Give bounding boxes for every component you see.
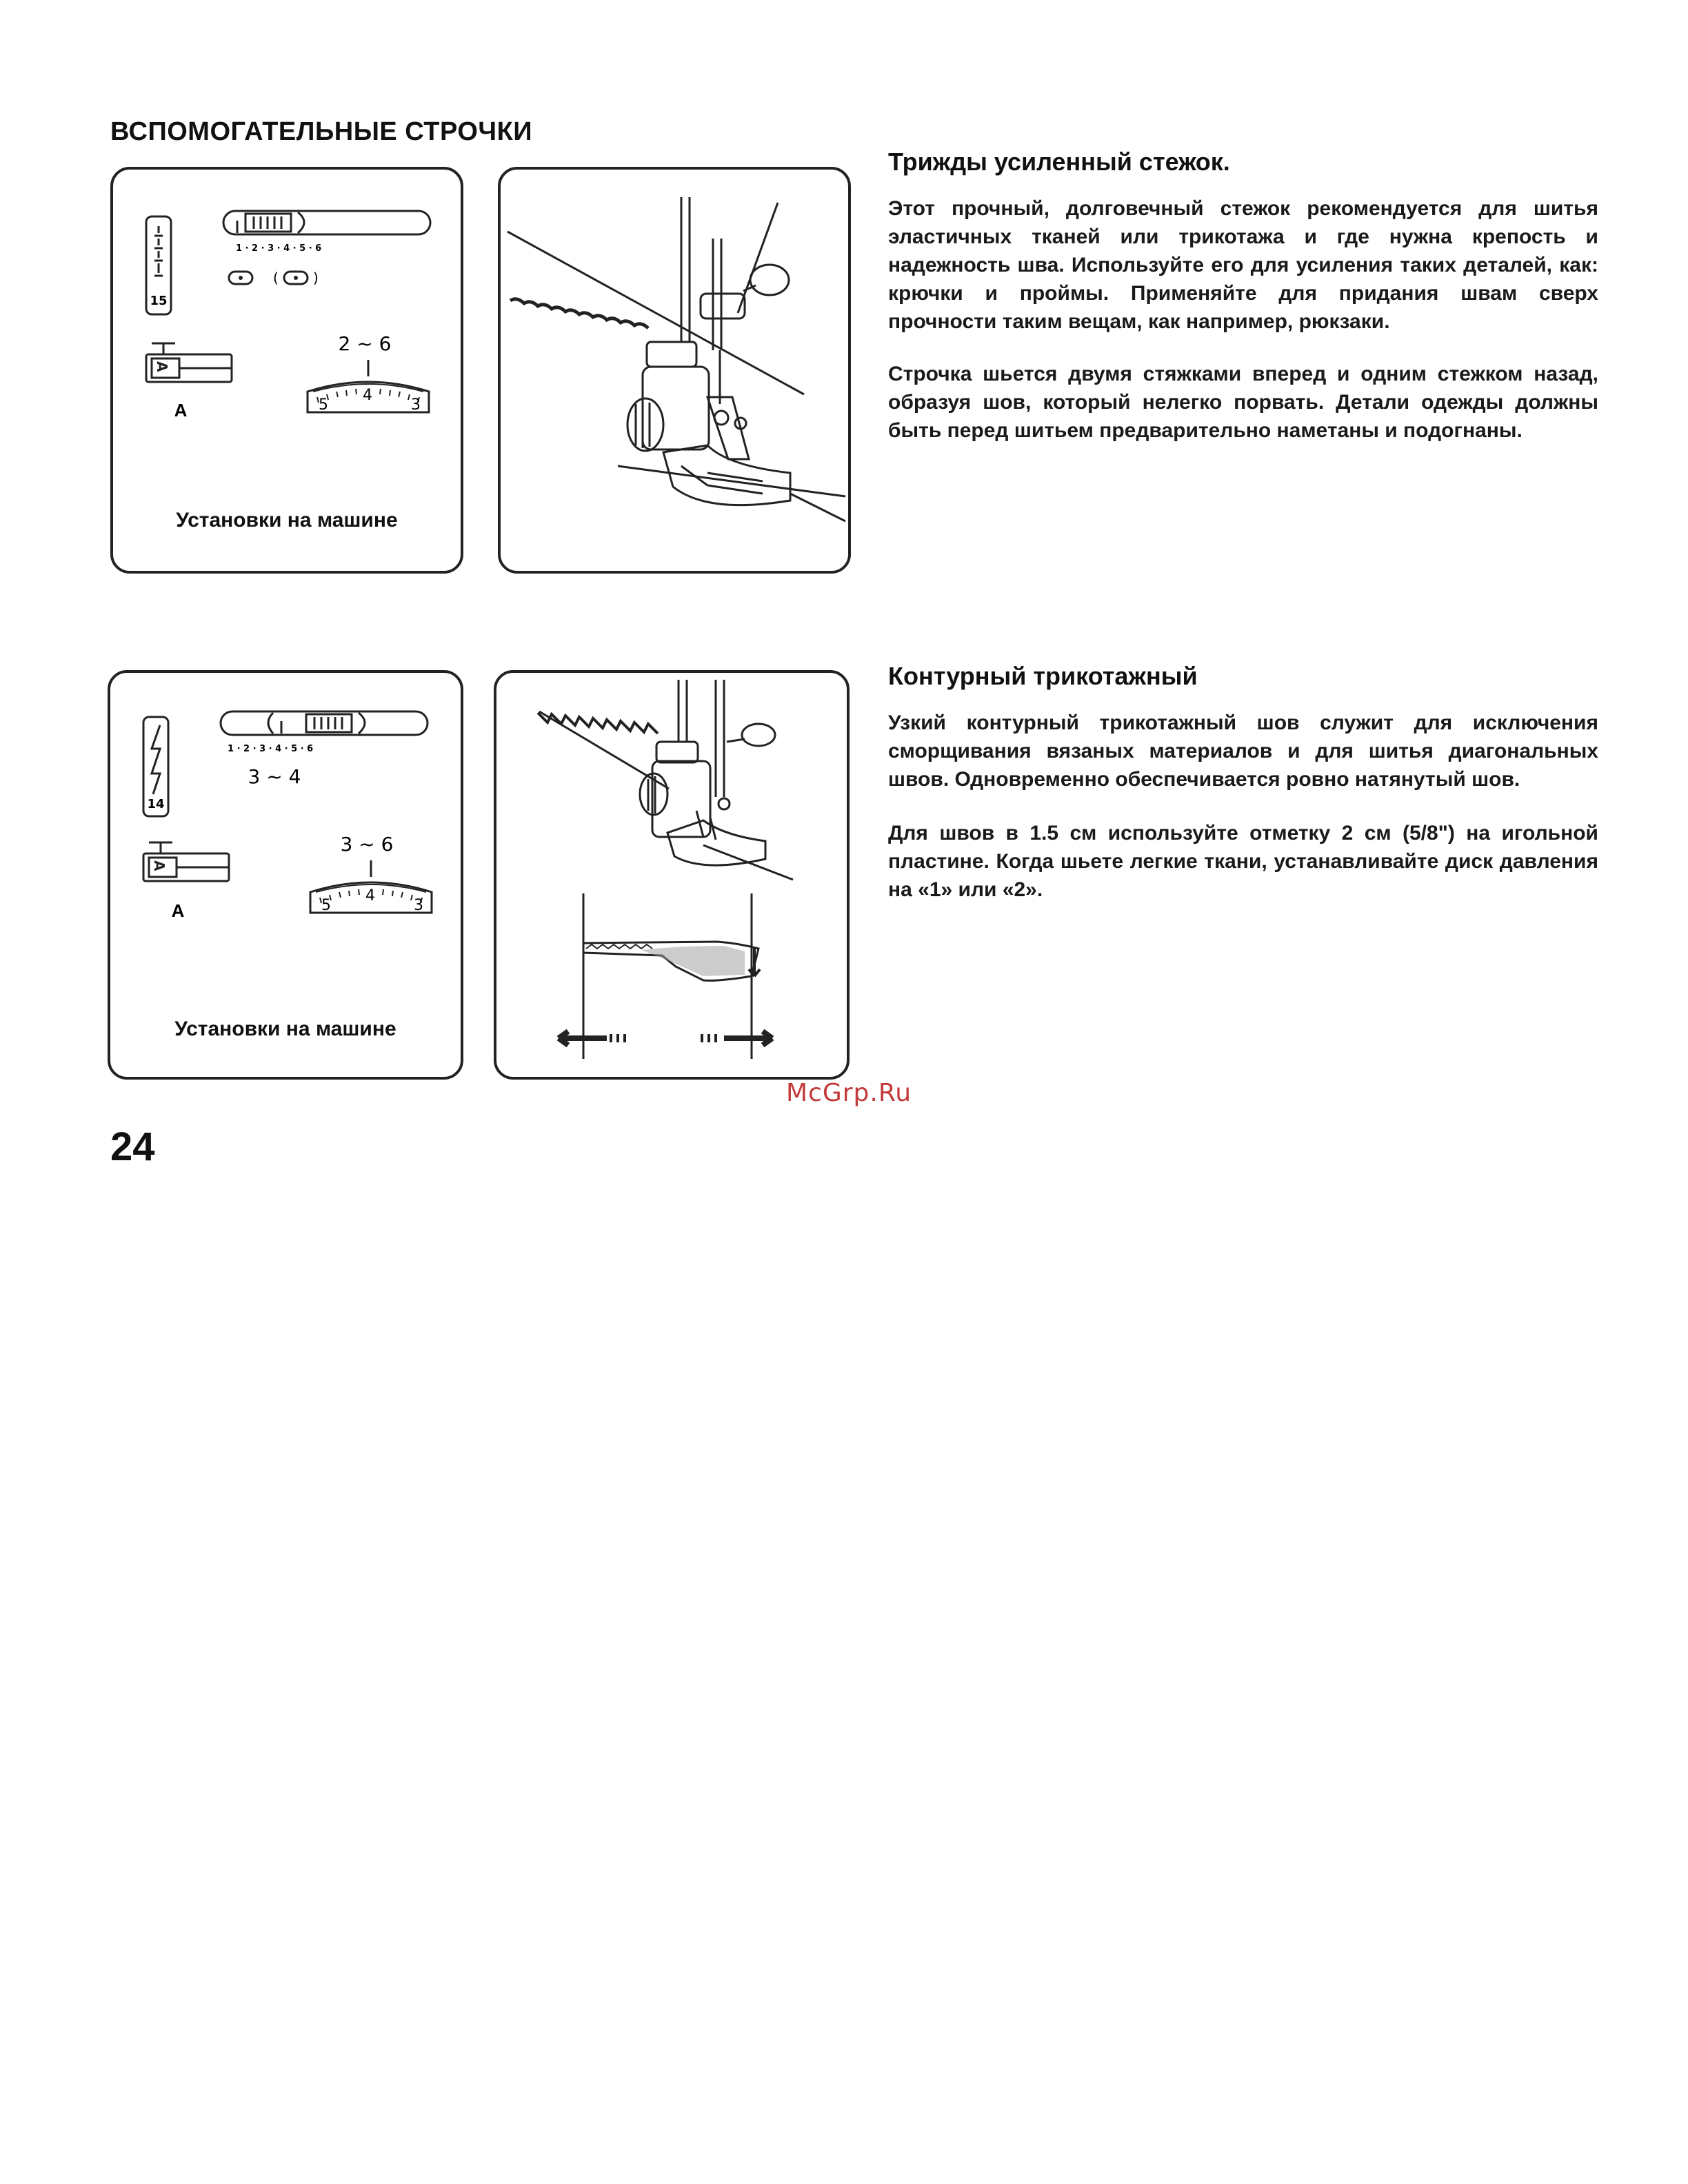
svg-text:A: A (154, 361, 170, 372)
paragraph-2: Строчка шьется двумя стяжками вперед и одним стежком назад, образуя шов, который нелегко порвать. Детали одежды должны быть перед шитьем предварительно наметаны и подогнаны. (888, 363, 1598, 442)
paragraph-1: Этот прочный, долговечный стежок рекомендуется для шитья эластичных тканей или трикотажа и где нужна крепость и надежность шва. Используйте его для усиления таких деталей, как: крючки и проймы. Применяйте для придания швам сверх прочности таким вещам, как например, рюкзаки. (888, 197, 1598, 333)
panel-caption: Установки на машине (174, 1018, 396, 1040)
paragraph-4: Для швов в 1.5 см используйте отметку 2 см (5/8") на игольной пластине. Когда шьете легкие ткани, устанавливайте диск давления на «1» или «2». (888, 822, 1598, 901)
illustration-panel-2 (494, 670, 850, 1080)
svg-text:A: A (151, 860, 168, 871)
pattern-number: 14 (147, 797, 165, 811)
settings-diagram-2 (110, 673, 461, 1077)
sewing-foot-illustration-1 (501, 170, 848, 571)
foot-letter: A (171, 900, 185, 921)
panel-caption: Установки на машине (176, 509, 398, 532)
dial-3: 3 (411, 396, 421, 414)
heading-contour-knit: Контурный трикотажный (888, 662, 1198, 690)
length-scale: 1 · 2 · 3 · 4 · 5 · 6 (228, 744, 314, 754)
heading-triple-stitch: Трижды усиленный стежок. (888, 148, 1230, 176)
width-range: 2 ~ 6 (338, 332, 392, 355)
dial-4: 4 (365, 887, 375, 904)
svg-text:(: ( (273, 270, 279, 286)
section-title: ВСПОМОГАТЕЛЬНЫЕ СТРОЧКИ (110, 117, 533, 146)
dial-3: 3 (414, 897, 423, 914)
settings-panel-2 (108, 670, 463, 1080)
dial-5: 5 (321, 897, 331, 914)
pattern-number: 15 (150, 294, 168, 308)
foot-letter: A (174, 400, 188, 421)
page-number: 24 (110, 1124, 155, 1169)
illustration-panel-1 (498, 167, 851, 574)
dial-4: 4 (363, 387, 372, 404)
length-scale: 1 · 2 · 3 · 4 · 5 · 6 (236, 243, 322, 254)
svg-text:): ) (313, 270, 319, 286)
sewing-foot-illustration-2 (496, 673, 847, 1077)
paragraph-3: Узкий контурный трикотажный шов служит для исключения сморщивания вязаных материалов и для шитья диагональных швов. Одновременно обеспечивается ровно натянутый шов. (888, 711, 1598, 791)
watermark: McGrp.Ru (786, 1079, 912, 1107)
length-range: 3 ~ 4 (248, 765, 301, 788)
dial-5: 5 (319, 396, 328, 414)
settings-panel-1 (110, 167, 463, 574)
width-range: 3 ~ 6 (340, 833, 394, 856)
